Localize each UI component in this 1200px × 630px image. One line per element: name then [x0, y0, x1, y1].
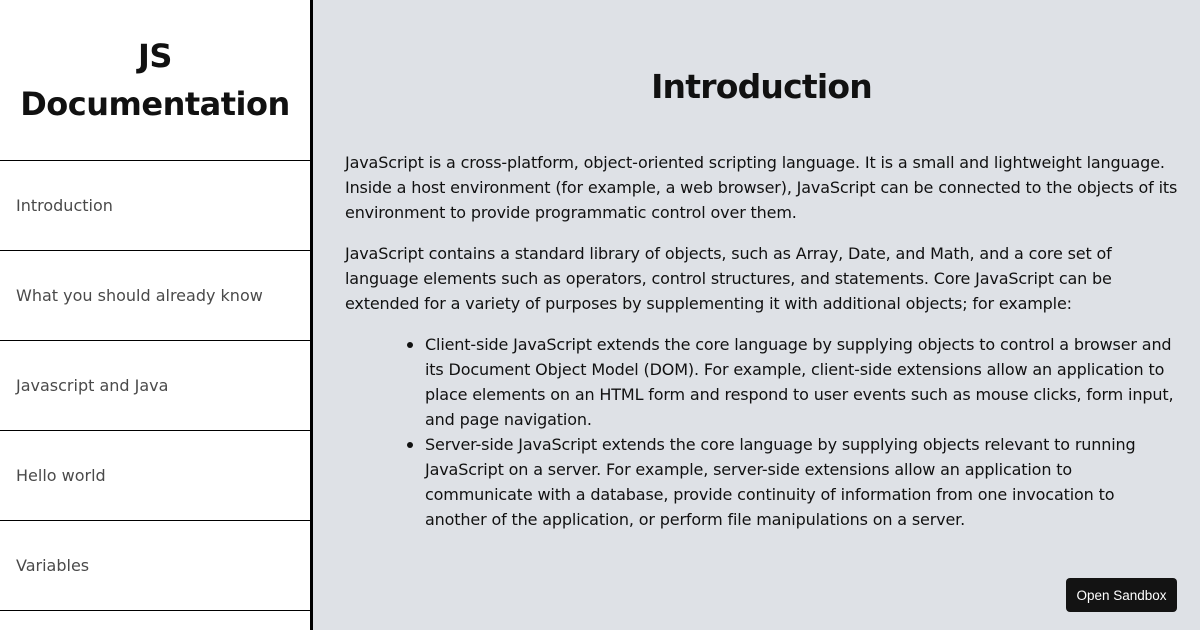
nav-link-variables[interactable]: Variables — [0, 521, 310, 611]
bullet-list — [345, 332, 1178, 532]
sidebar-title: JS Documentation — [0, 0, 310, 161]
bullet-icon — [407, 342, 413, 348]
nav-link-javascript-and-java[interactable]: Javascript and Java — [0, 341, 310, 431]
paragraph: JavaScript is a cross-platform, object-oriented scripting language. It is a small and lightweight language. Inside a host environment (for example, a web browser), JavaScript can be connected to the objects of its environment to provide programmatic control over them. — [345, 153, 1178, 222]
list-item — [425, 432, 1178, 532]
list-item — [425, 332, 1178, 432]
section-introduction — [345, 66, 1178, 532]
nav-link-what-you-should-already-know[interactable]: What you should already know — [0, 251, 310, 341]
list-item-text: Client-side JavaScript extends the core language by supplying objects to control a browser and its Document Object Model (DOM). For example, client-side extensions allow an application to place elements on an HTML form and respond to user events such as mouse clicks, form input, and page navigation. — [425, 335, 1174, 429]
section-title: Introduction — [651, 67, 872, 106]
open-sandbox-button[interactable]: Open Sandbox — [1066, 578, 1177, 612]
nav-link-hello-world[interactable]: Hello world — [0, 431, 310, 521]
paragraph: JavaScript contains a standard library of objects, such as Array, Date, and Math, and a core set of language elements such as operators, control structures, and statements. Core JavaScript can be extended for a variety of purposes by supplementing it with additional objects; for example: — [345, 244, 1112, 313]
list-item-text: Server-side JavaScript extends the core language by supplying objects relevant to running JavaScript on a server. For example, server-side extensions allow an application to communicate with a database, provide continuity of information from one invocation to another of the application, or perform file manipulations on a server. — [425, 435, 1136, 529]
nav-link-introduction[interactable]: Introduction — [0, 161, 310, 251]
bullet-icon — [407, 442, 413, 448]
sidebar-nav — [0, 0, 313, 630]
main-content — [313, 0, 1200, 630]
